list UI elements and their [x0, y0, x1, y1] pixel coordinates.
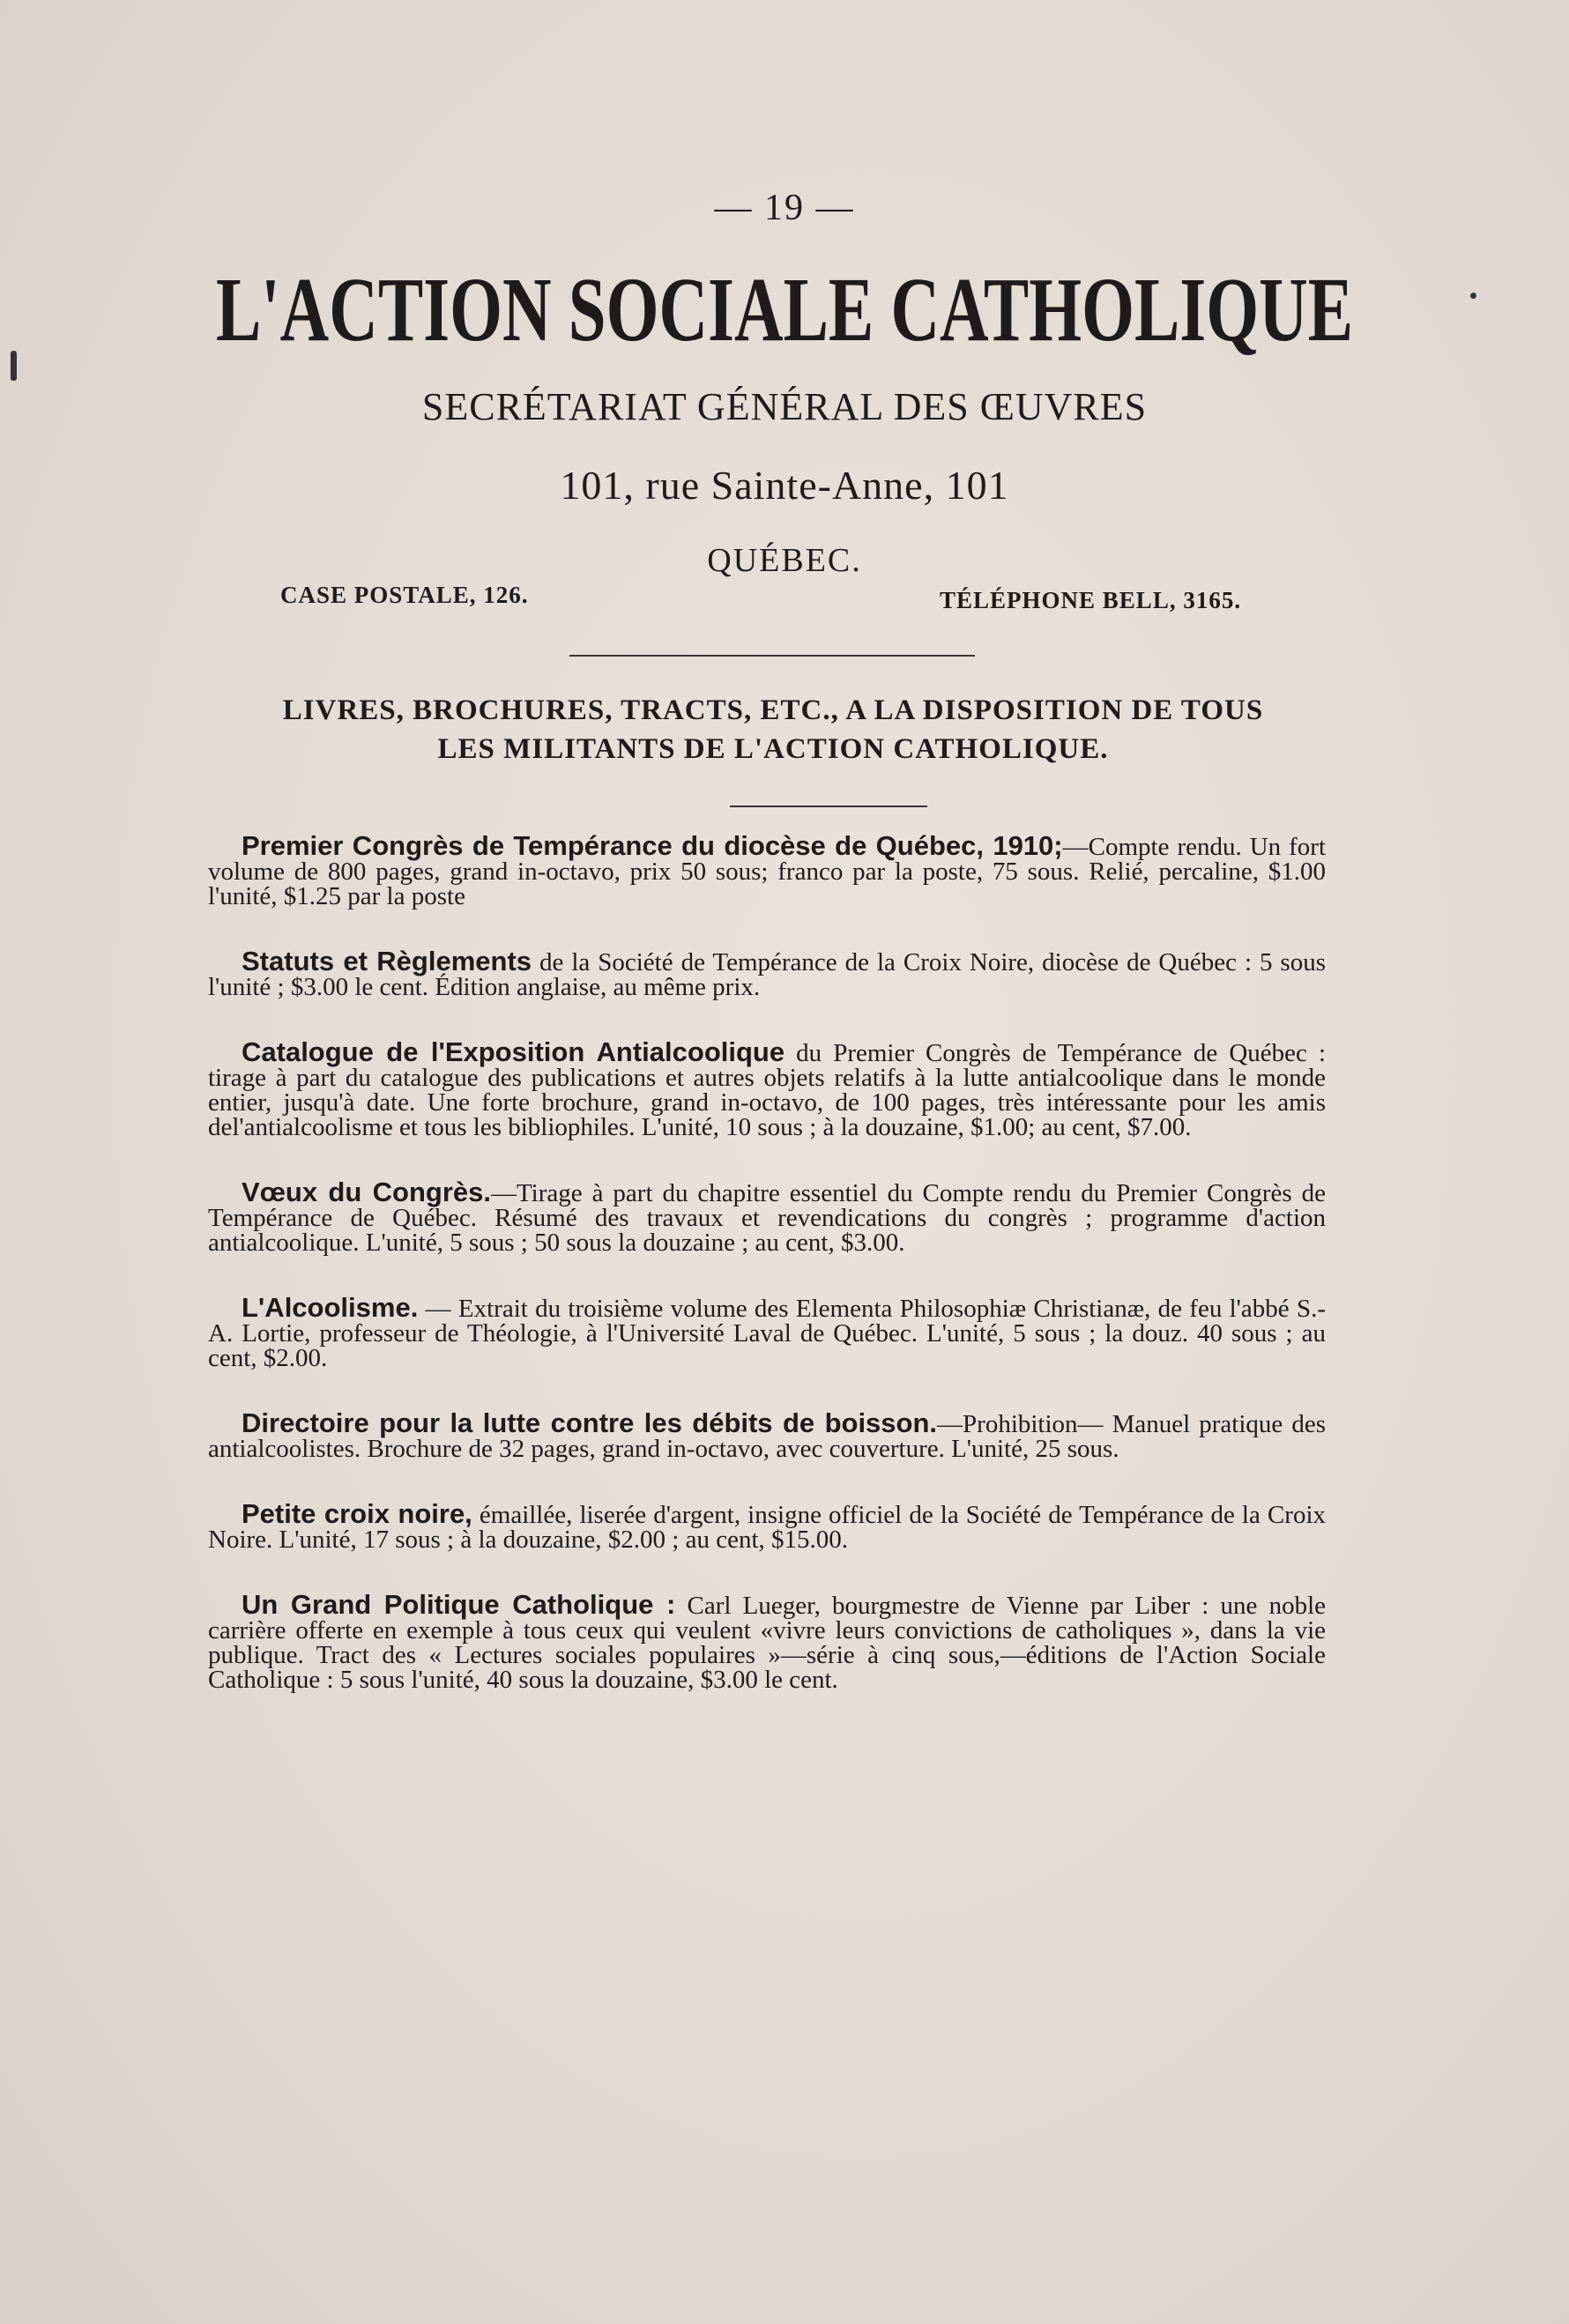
publication-entry — [208, 1292, 1326, 1372]
divider-rule — [569, 655, 975, 657]
publication-title: Catalogue de l'Exposition Antialcoolique — [242, 1036, 785, 1067]
divider-rule — [730, 806, 927, 807]
section-heading-line: LES MILITANTS DE L'ACTION CATHOLIQUE. — [437, 733, 1109, 765]
publication-title: Petite croix noire, — [242, 1498, 472, 1529]
publication-title: Premier Congrès de Tempérance du diocèse de Québec, 1910; — [242, 830, 1063, 861]
publication-entry — [208, 946, 1327, 1001]
ink-speck — [11, 351, 17, 381]
page-number: — 19 — — [714, 188, 855, 228]
publication-title: Directoire pour la lutte contre les débits de boisson. — [242, 1407, 938, 1438]
city-name: QUÉBEC. — [707, 542, 862, 579]
publication-entry — [208, 1407, 1326, 1463]
publication-description: de la Société de Tempérance de la Croix Noire, diocèse de Québec : 5 sous l'unité ; $3.00 le cent. Édition anglaise, au même prix. — [208, 948, 1327, 1001]
publication-entry — [208, 1177, 1326, 1257]
publication-title: Vœux du Congrès. — [242, 1177, 491, 1207]
secretariat-subtitle: SECRÉTARIAT GÉNÉRAL DES ŒUVRES — [421, 385, 1148, 428]
publication-description: —Tirage à part du chapitre essentiel du Compte rendu du Premier Congrès de Tempérance de Québec. Résumé des travaux et revendications du congrès ; programme d'action antialcoolique. L'unité, 5 sous ; 50 sous la douzaine ; au cent, $3.00. — [208, 1179, 1326, 1257]
street-address: 101, rue Sainte-Anne, 101 — [560, 463, 1009, 508]
publication-entry — [208, 1036, 1327, 1141]
publication-entry — [208, 1498, 1327, 1554]
publication-entry — [208, 830, 1327, 910]
organization-title: L'ACTION SOCIALE CATHOLIQUE — [215, 259, 1354, 360]
publication-description: —Prohibition— Manuel pratique des antialcoolistes. Brochure de 32 pages, grand in-octavo, avec couverture. L'unité, 25 sous. — [208, 1410, 1326, 1463]
section-heading — [215, 691, 1331, 768]
publication-title: Un Grand Politique Catholique : — [242, 1589, 676, 1620]
publication-description: —Compte rendu. Un fort volume de 800 pages, grand in-octavo, prix 50 sous; franco par la poste, 75 sous. Relié, percaline, $1.00 l'unité, $1.25 par la poste — [208, 833, 1327, 910]
publication-description: émaillée, liserée d'argent, insigne officiel de la Société de Tempérance de la Croix Noire. L'unité, 17 sous ; à la douzaine, $2.00 ; au cent, $15.00. — [208, 1501, 1327, 1554]
publication-description: Carl Lueger, bourgmestre de Vienne par Liber : une noble carrière offerte en exemple à tous ceux qui veulent «vivre leurs convictions de catholiques », dans la vie publique. Tract des « Lectures sociales populaires »—série à cinq sous,—éditions de l'Action Sociale Catholique : 5 sous l'unité, 40 sous la douzaine, $3.00 le cent. — [208, 1592, 1326, 1694]
publication-title: Statuts et Règlements — [242, 946, 532, 976]
post-office-box: CASE POSTALE, 126. — [280, 582, 529, 608]
publication-list — [208, 830, 1327, 1733]
section-heading-line: LIVRES, BROCHURES, TRACTS, ETC., A LA DISPOSITION DE TOUS — [282, 694, 1264, 726]
publication-description: — Extrait du troisième volume des Elementa Philosophiæ Christianæ, de feu l'abbé S.-A. Lortie, professeur de Théologie, à l'Université Laval de Québec. L'unité, 5 sous ; la douz. 40 sous ; au cent, $2.00. — [208, 1295, 1326, 1372]
publication-title: L'Alcoolisme. — [242, 1292, 419, 1323]
publication-entry — [208, 1589, 1326, 1694]
ink-speck — [1470, 293, 1476, 299]
telephone-number: TÉLÉPHONE BELL, 3165. — [940, 587, 1242, 613]
publication-description: du Premier Congrès de Tempérance de Québec : tirage à part du catalogue des publications et autres objets relatifs à la lutte antialcoolique dans le monde entier, jusqu'à date. Une forte brochure, grand in-octavo, de 100 pages, très intéressante pour les amis del'antialcoolisme et tous les bibliophiles. L'unité, 10 sous ; à la douzaine, $1.00; au cent, $7.00. — [208, 1039, 1327, 1141]
